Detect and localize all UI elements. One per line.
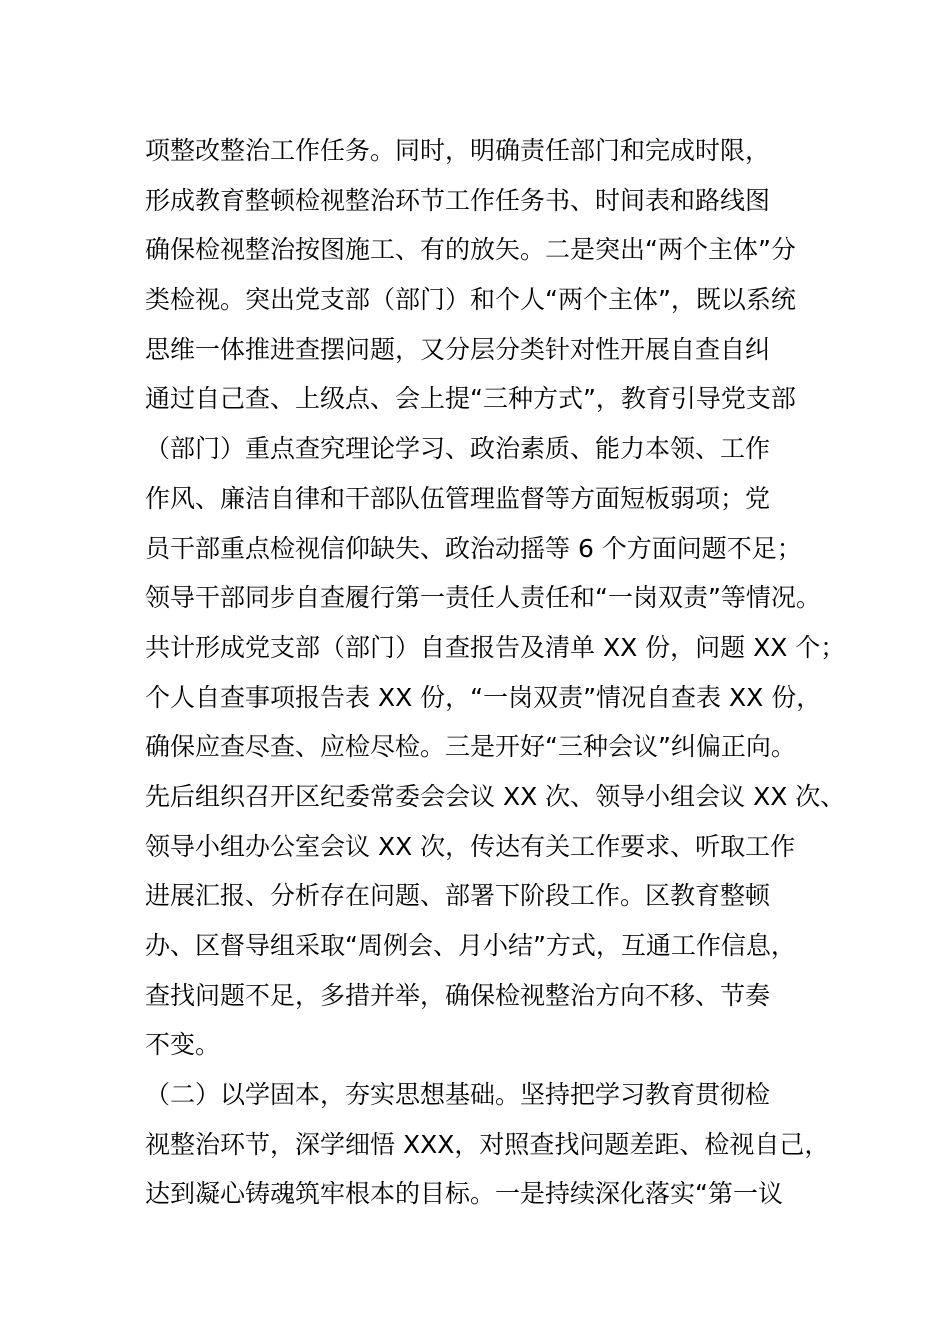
text-line: （部门）重点查究理论学习、政治素质、能力本领、工作 bbox=[145, 434, 771, 464]
text-line: 查找问题不足，多措并举，确保检视整治方向不移、节奏 bbox=[145, 980, 771, 1010]
text-line: 进展汇报、分析存在问题、部署下阶段工作。区教育整顿 bbox=[145, 881, 771, 911]
text-line: 达到凝心铸魂筑牢根本的目标。一是持续深化落实“第一议 bbox=[145, 1179, 783, 1209]
text-line: （二）以学固本，夯实思想基础。坚持把学习教育贯彻检 bbox=[145, 1080, 771, 1110]
text-line: 领导干部同步自查履行第一责任人责任和“一岗双责”等情况。 bbox=[145, 583, 821, 613]
text-line: 先后组织召开区纪委常委会会议 XX 次、领导小组会议 XX 次、 bbox=[145, 781, 846, 811]
text-line: 不变。 bbox=[145, 1030, 221, 1060]
text-line: 思维一体推进查摆问题，又分层分类针对性开展自查自纠 bbox=[145, 334, 771, 364]
text-line: 通过自己查、上级点、会上提“三种方式”，教育引导党支部 bbox=[145, 384, 796, 414]
text-line: 共计形成党支部（部门）自查报告及清单 XX 份，问题 XX 个； bbox=[145, 632, 846, 662]
text-line: 视整治环节，深学细悟 XXX，对照查找问题差距、检视自己， bbox=[145, 1129, 830, 1159]
body-text bbox=[145, 126, 845, 1219]
text-line: 形成教育整顿检视整治环节工作任务书、时间表和路线图 bbox=[145, 185, 771, 215]
text-line: 项整改整治工作任务。同时，明确责任部门和完成时限， bbox=[145, 136, 771, 165]
text-line: 确保应查尽查、应检尽检。三是开好“三种会议”纠偏正向。 bbox=[145, 732, 796, 762]
text-line: 办、区督导组采取“周例会、月小结”方式，互通工作信息， bbox=[145, 931, 796, 960]
text-line: 领导小组办公室会议 XX 次，传达有关工作要求、听取工作 bbox=[145, 831, 796, 861]
text-line: 员干部重点检视信仰缺失、政治动摇等 6 个方面问题不足； bbox=[145, 533, 802, 563]
text-line: 类检视。突出党支部（部门）和个人“两个主体”，既以系统 bbox=[145, 285, 796, 315]
text-line: 个人自查事项报告表 XX 份，“一岗双责”情况自查表 XX 份， bbox=[145, 682, 822, 712]
text-line: 作风、廉洁自律和干部队伍管理监督等方面短板弱项；党 bbox=[145, 483, 771, 513]
text-line: 确保检视整治按图施工、有的放矢。二是突出“两个主体”分 bbox=[145, 235, 796, 265]
